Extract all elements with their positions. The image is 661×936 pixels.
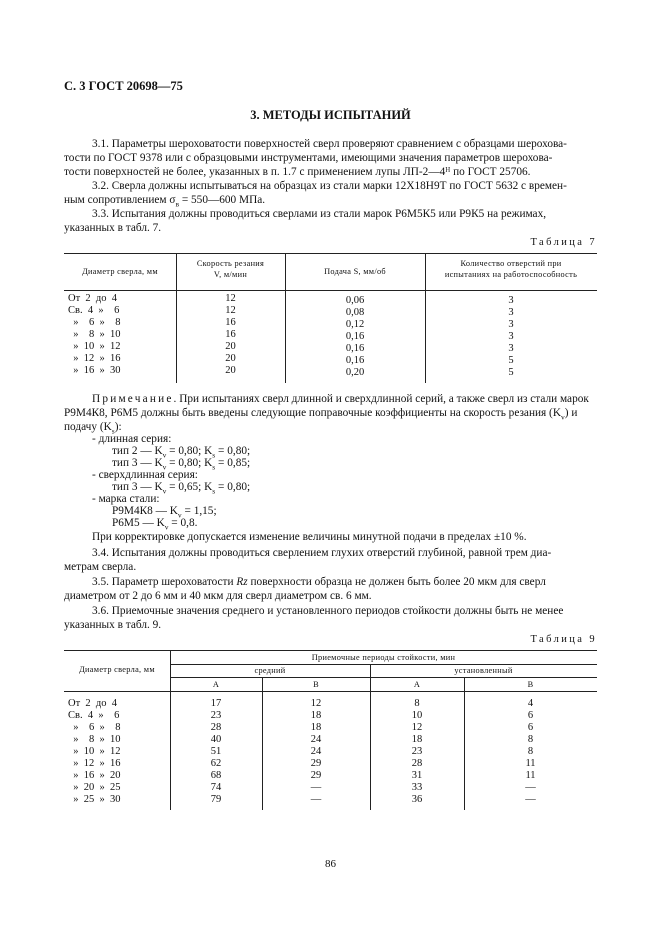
table-row-label: » 6 » 8 — [68, 317, 121, 328]
table-cell: 18 — [310, 710, 322, 721]
table-cell: 8 — [527, 746, 534, 757]
table-9-header-a: А — [413, 680, 421, 689]
table-cell: 24 — [310, 734, 322, 745]
page-header: С. 3 ГОСТ 20698—75 — [64, 79, 183, 93]
note-line-1: Примечание. При испытаниях сверл длинной и сверхдлинной серий, а также сверл из стали марок — [92, 393, 589, 405]
table-row-label: Св. 4 » 6 — [68, 305, 120, 316]
para-3-6-line-2: указанных в табл. 9. — [64, 619, 162, 631]
table-cell: 28 — [411, 758, 423, 769]
table-cell: 24 — [310, 746, 322, 757]
table-cell: 4 — [527, 698, 534, 709]
para-3-5-line-1: 3.5. Параметр шероховатости Rz поверхности образца не должен быть более 20 мкм для сверл — [92, 576, 546, 588]
table-cell: 20 — [225, 353, 236, 364]
steel-grade-2: Р6М5 — $K_v = 0,8$. — [112, 517, 198, 532]
table-cell: 28 — [210, 722, 222, 733]
table-cell: 3 — [508, 295, 514, 306]
table-cell: 6 — [527, 722, 534, 733]
para-3-6-line-1: 3.6. Приемочные значения среднего и установленного периодов стойкости должны быть не менее — [92, 605, 564, 617]
table-cell: 3 — [508, 307, 514, 318]
table-cell: 12 — [225, 305, 236, 316]
table-row-label: » 6 » 8 — [68, 722, 121, 733]
table-cell: 3 — [508, 331, 514, 342]
table-cell: 3 — [508, 343, 514, 354]
table-row-label: » 12 » 16 — [68, 758, 121, 769]
table-cell: 0,08 — [345, 307, 365, 318]
para-3-3-line-1: 3.3. Испытания должны проводиться сверлами из стали марок Р6М5К5 или Р9К5 на режимах, — [92, 208, 547, 220]
table-cell: 0,12 — [345, 319, 365, 330]
table-cell: 5 — [508, 367, 514, 378]
table-7-top-rule — [64, 253, 597, 254]
table-cell: 5 — [508, 355, 514, 366]
table-row-label: » 25 » 30 — [68, 794, 121, 805]
table-cell: 20 — [225, 341, 236, 352]
table-cell: 12 — [411, 722, 423, 733]
table-row-label: » 8 » 10 — [68, 734, 121, 745]
table-cell: 3 — [508, 319, 514, 330]
section-title: 3. МЕТОДЫ ИСПЫТАНИЙ — [250, 108, 411, 122]
table-cell: — — [525, 794, 536, 805]
table-cell: 11 — [525, 770, 536, 781]
table-9-header-b: В — [313, 680, 319, 689]
table-cell: 18 — [310, 722, 322, 733]
para-3-5-line-2: диаметром от 2 до 6 мм и 40 мкм для сверл диаметром св. 6 мм. — [64, 590, 372, 602]
table-7-caption: Таблица 7 — [530, 237, 597, 248]
table-row-label: » 16 » 30 — [68, 365, 121, 376]
table-row-label: » 12 » 16 — [68, 353, 121, 364]
para-3-2-line-2: ным сопротивлением $\sigma_в$ = 550—600 МПа. — [64, 194, 266, 209]
table-cell: 8 — [527, 734, 534, 745]
table-cell: 6 — [527, 710, 534, 721]
note-line-2: Р9М4К8, Р6М5 должны быть введены следующие поправочные коэффициенты на скорость резания $(K_v)$ и — [64, 407, 578, 422]
table-cell: 11 — [525, 758, 536, 769]
steel-grade-1: Р9М4К8 — $K_v = 1,15$; — [112, 505, 217, 520]
table-cell: — — [310, 794, 322, 805]
correction-text: При корректировке допускается изменение величины минутной подачи в пределах ±10 %. — [92, 531, 527, 543]
table-cell: 12 — [225, 293, 236, 304]
table-cell: 31 — [411, 770, 423, 781]
table-row-label: » 10 » 12 — [68, 746, 121, 757]
table-cell: 40 — [210, 734, 222, 745]
table-7-header-diameter: Диаметр сверла, мм — [82, 267, 158, 276]
table-7-header-speed: Скорость резания V, м/мин — [196, 259, 265, 279]
table-row-label: Св. 4 » 6 — [68, 710, 120, 721]
table-cell: 0,16 — [345, 355, 365, 366]
table-cell: 8 — [414, 698, 420, 709]
table-cell: 0,16 — [345, 343, 365, 354]
table-cell: 68 — [210, 770, 222, 781]
table-9-caption: Таблица 9 — [530, 634, 597, 645]
table-cell: 33 — [411, 782, 423, 793]
table-cell: 36 — [411, 794, 423, 805]
table-cell: — — [310, 782, 322, 793]
xlong-series-label: - сверхдлинная серия: — [92, 469, 198, 481]
para-3-1-line-3: тости поверхностей не более, указанных в п. 1.7 с применением лупы ЛП-2—4ᴴ по ГОСТ 25706. — [64, 166, 531, 178]
table-cell: 23 — [411, 746, 423, 757]
table-9-header-b: В — [527, 680, 534, 689]
table-cell: 17 — [210, 698, 222, 709]
table-cell: 51 — [210, 746, 222, 757]
para-3-4-line-1: 3.4. Испытания должны проводиться сверлением глухих отверстий глубиной, равной трем диа- — [92, 547, 552, 559]
table-9-header-rule — [64, 691, 597, 692]
long-series-label: - длинная серия: — [92, 433, 172, 445]
table-row-label: От 2 до 4 — [68, 698, 118, 709]
table-9-header-periods: Приемочные периоды стойкости, мин — [311, 653, 456, 662]
table-9-header-diameter: Диаметр сверла, мм — [79, 665, 155, 674]
table-7-header-rule — [64, 290, 597, 291]
table-row-label: От 2 до 4 — [68, 293, 118, 304]
table-cell: 0,06 — [345, 295, 365, 306]
steel-grade-label: - марка стали: — [92, 493, 160, 505]
table-cell: 20 — [225, 365, 236, 376]
table-9-header-set: установленный — [454, 666, 513, 675]
table-cell: 79 — [210, 794, 222, 805]
table-9-sub-rule — [170, 677, 597, 678]
table-row-label: » 20 » 25 — [68, 782, 121, 793]
table-cell: 62 — [210, 758, 222, 769]
table-9-header-average: средний — [254, 666, 286, 675]
table-cell: 10 — [411, 710, 423, 721]
table-cell: 16 — [225, 329, 236, 340]
long-type-3: тип 3 — $K_v = 0,80$; $K_s = 0,85$; — [112, 457, 251, 472]
table-9-header-a: А — [212, 680, 220, 689]
para-3-3-line-2: указанных в табл. 7. — [64, 222, 162, 234]
table-9-top-rule — [64, 650, 597, 651]
table-cell: 0,16 — [345, 331, 365, 342]
long-type-2: тип 2 — $K_v = 0,80$; $K_s = 0,80$; — [112, 445, 251, 460]
table-row-label: » 10 » 12 — [68, 341, 121, 352]
table-cell: — — [525, 782, 536, 793]
table-cell: 23 — [210, 710, 222, 721]
table-cell: 29 — [310, 758, 322, 769]
table-row-label: » 16 » 20 — [68, 770, 121, 781]
note-line-3: подачу $(K_s)$: — [64, 421, 122, 436]
page-number: 86 — [325, 858, 336, 870]
table-7-header-feed: Подача S, мм/об — [324, 267, 386, 276]
para-3-1-line-1: 3.1. Параметры шероховатости поверхностей сверл проверяют сравнением с образцами шерохова- — [92, 138, 567, 150]
para-3-2-line-1: 3.2. Сверла должны испытываться на образцах из стали марки 12Х18Н9Т по ГОСТ 5632 с времен- — [92, 180, 567, 192]
table-cell: 0,20 — [345, 367, 365, 378]
para-3-1-line-2: тости по ГОСТ 9378 или с образцовыми инструментами, имеющими значения параметров шерохова- — [64, 152, 553, 164]
table-cell: 29 — [310, 770, 322, 781]
table-row-label: » 8 » 10 — [68, 329, 121, 340]
xlong-type-3: тип 3 — $K_v = 0,65$; $K_s = 0,80$; — [112, 481, 251, 496]
table-cell: 16 — [225, 317, 236, 328]
table-cell: 18 — [411, 734, 423, 745]
para-3-4-line-2: метрам сверла. — [64, 561, 137, 573]
table-7-header-count: Количество отверстий при испытаниях на работоспособность — [444, 259, 578, 279]
table-cell: 74 — [210, 782, 222, 793]
table-cell: 12 — [310, 698, 322, 709]
